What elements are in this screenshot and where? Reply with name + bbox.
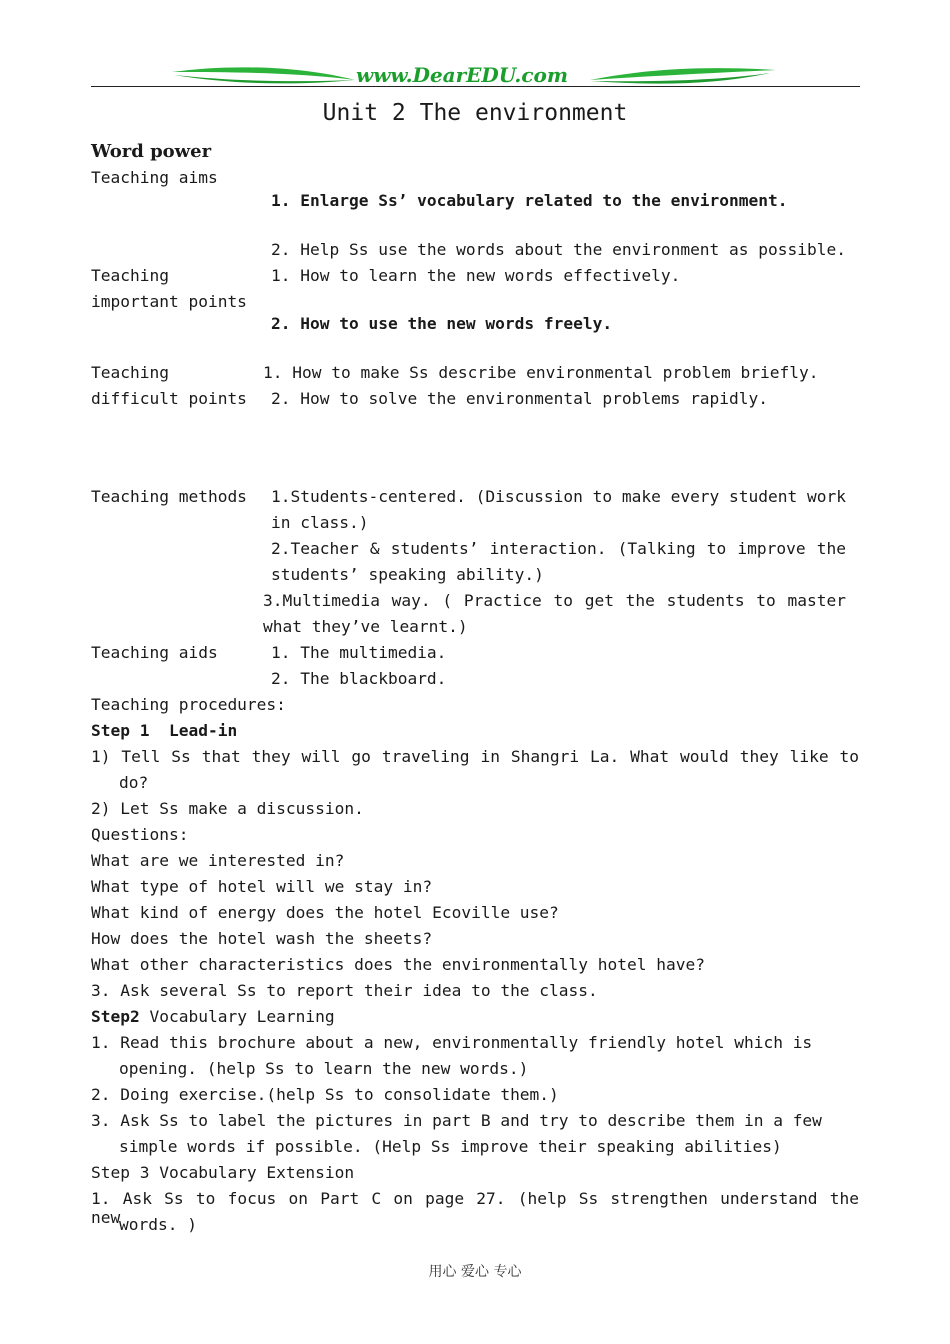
step2-line-2: opening. (help Ss to learn the new words.) xyxy=(119,1059,529,1078)
methods-line-3: 2.Teacher & students’ interaction. (Talking to improve the xyxy=(271,539,846,558)
important-label-line2: important points xyxy=(91,292,247,311)
step1-line-10: 3. Ask several Ss to report their idea to the class. xyxy=(91,981,598,1000)
methods-label: Teaching methods xyxy=(91,487,247,506)
methods-line-1: 1.Students-centered. (Discussion to make every student work xyxy=(271,487,846,506)
step1-line-5: What are we interested in? xyxy=(91,851,345,870)
aims-item-1: 1. Enlarge Ss’ vocabulary related to the environment. xyxy=(271,191,788,210)
difficult-label-line2: difficult points xyxy=(91,389,247,408)
step3-line-1: 1. Ask Ss to focus on Part C on page 27. (help Ss strengthen understand the new xyxy=(91,1189,859,1227)
important-item-2: 2. How to use the new words freely. xyxy=(271,314,613,333)
methods-line-6: what they’ve learnt.) xyxy=(263,617,468,636)
step1-line-1: 1) Tell Ss that they will go traveling in Shangri La. What would they like to xyxy=(91,747,859,766)
step3-heading: Step 3 Vocabulary Extension xyxy=(91,1163,355,1182)
aids-item-1: 1. The multimedia. xyxy=(271,643,447,662)
aids-item-2: 2. The blackboard. xyxy=(271,669,447,688)
methods-line-5: 3.Multimedia way. ( Practice to get the students to master xyxy=(263,591,846,610)
difficult-item-2: 2. How to solve the environmental problems rapidly. xyxy=(271,389,769,408)
page-footer: 用心 爱心 专心 xyxy=(428,1264,522,1280)
step3-line-2: words. ) xyxy=(119,1215,197,1234)
step2-line-1: 1. Read this brochure about a new, environmentally friendly hotel which is xyxy=(91,1033,813,1052)
step2-heading xyxy=(91,1007,335,1026)
step1-heading: Step 1 Lead-in xyxy=(91,721,238,740)
difficult-label-line1: Teaching xyxy=(91,363,169,382)
methods-line-4: students’ speaking ability.) xyxy=(271,565,544,584)
page-title: Unit 2 The environment xyxy=(322,100,628,126)
aims-item-2: 2. Help Ss use the words about the environment as possible. xyxy=(271,240,846,259)
step2-line-3: 2. Doing exercise.(help Ss to consolidate them.) xyxy=(91,1085,559,1104)
methods-line-2: in class.) xyxy=(271,513,369,532)
section-heading: Word power xyxy=(91,141,212,162)
step2-line-4: 3. Ask Ss to label the pictures in part B and try to describe them in a few xyxy=(91,1111,822,1130)
step1-line-9: What other characteristics does the environmentally hotel have? xyxy=(91,955,705,974)
step2-line-5: simple words if possible. (Help Ss improve their speaking abilities) xyxy=(119,1137,782,1156)
header-divider xyxy=(91,86,860,87)
step1-line-4: Questions: xyxy=(91,825,189,844)
aims-label: Teaching aims xyxy=(91,168,218,187)
important-label-line1: Teaching xyxy=(91,266,169,285)
step1-line-6: What type of hotel will we stay in? xyxy=(91,877,433,896)
step2-heading-label: Step2 xyxy=(91,1007,140,1026)
step2-heading-title: Vocabulary Learning xyxy=(149,1007,335,1026)
important-item-1: 1. How to learn the new words effectively. xyxy=(271,266,681,285)
procedures-label: Teaching procedures: xyxy=(91,695,286,714)
step1-line-3: 2) Let Ss make a discussion. xyxy=(91,799,364,818)
difficult-item-1: 1. How to make Ss describe environmental problem briefly. xyxy=(263,363,819,382)
step1-line-8: How does the hotel wash the sheets? xyxy=(91,929,433,948)
aids-label: Teaching aids xyxy=(91,643,218,662)
step1-line-2: do? xyxy=(119,773,149,792)
logo-text: www.DearEDU.com xyxy=(356,63,569,87)
step1-line-7: What kind of energy does the hotel Ecoville use? xyxy=(91,903,559,922)
site-logo xyxy=(170,60,780,94)
